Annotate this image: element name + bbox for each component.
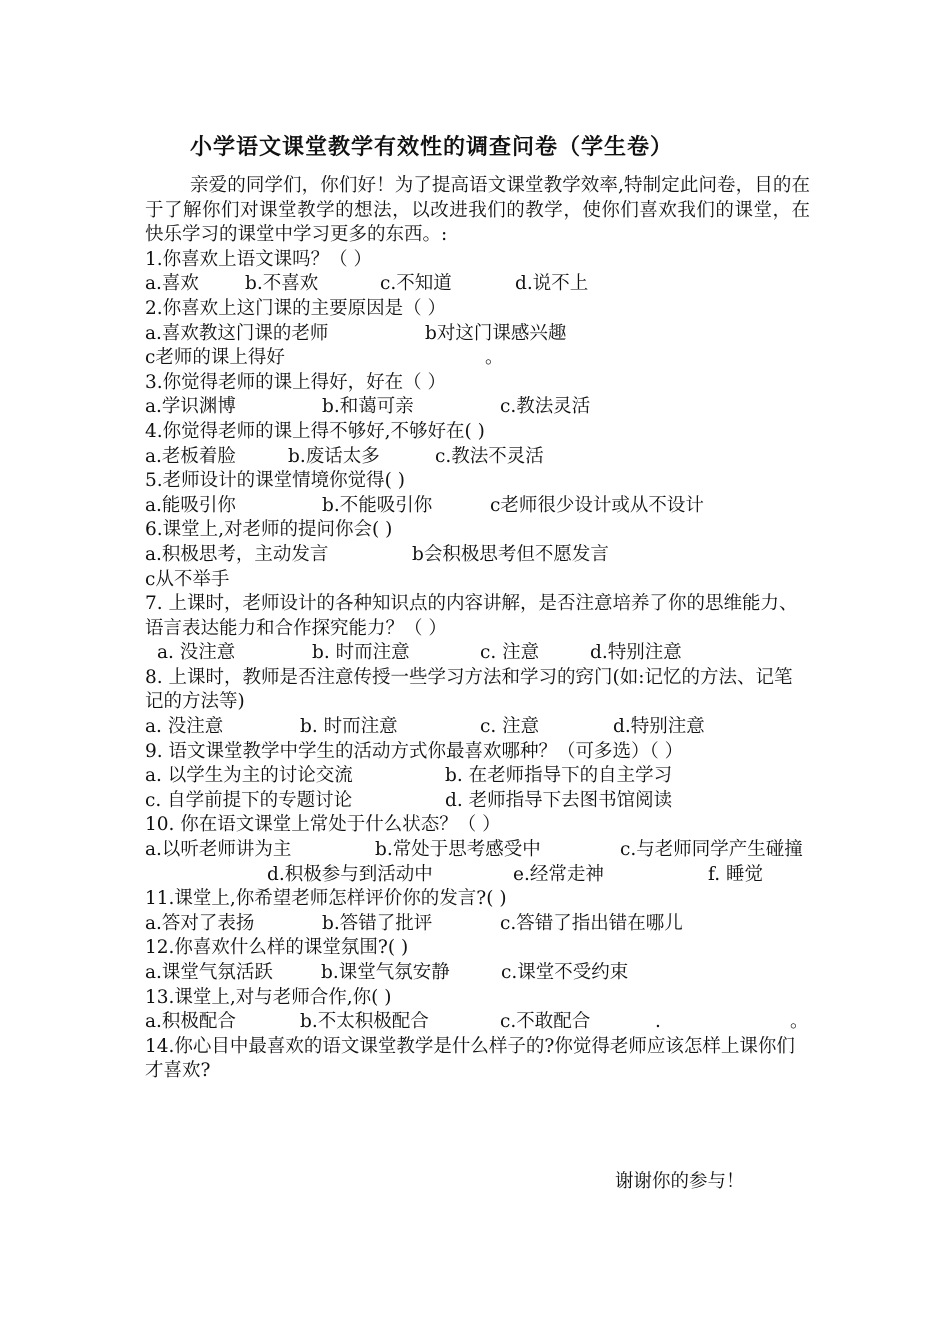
q3-option-c: c.教法灵活 — [500, 396, 591, 418]
q11-option-b: b.答错了批评 — [322, 912, 433, 934]
question-8-options — [145, 715, 810, 740]
q10-option-d: d.积极参与到活动中 — [267, 863, 433, 885]
thanks-note: 谢谢你的参与！ — [615, 1171, 745, 1192]
q1-option-c: c.不知道 — [380, 273, 452, 295]
q10-option-a: a.以听老师讲为主 — [145, 839, 292, 861]
q3-option-b: b.和蔼可亲 — [322, 396, 414, 418]
q4-option-b: b.废话太多 — [288, 445, 380, 467]
question-9-options — [145, 764, 810, 789]
question-11-options — [145, 912, 810, 937]
question-5: 5.老师设计的课堂情境你觉得( ) — [145, 470, 405, 492]
question-12: 12.你喜欢什么样的课堂氛围?( ) — [145, 937, 409, 959]
q10-option-b: b.常处于思考感受中 — [375, 839, 541, 861]
q10-option-f: f. 睡觉 — [708, 863, 763, 885]
question-9-options-2 — [145, 789, 810, 814]
q7-option-c: c. 注意 — [480, 642, 540, 664]
question-4-options — [145, 445, 810, 470]
q5-option-b: b.不能吸引你 — [322, 494, 433, 516]
q13-option-a: a.积极配合 — [145, 1011, 236, 1033]
q1-option-d: d.说不上 — [515, 273, 589, 295]
question-9: 9. 语文课堂教学中学生的活动方式你最喜欢哪种？（可多选）（ ） — [145, 740, 684, 762]
q12-option-c: c.课堂不受约束 — [501, 962, 629, 983]
question-1: 1.你喜欢上语文课吗？（ ） — [145, 248, 373, 270]
q5-option-a: a.能吸引你 — [145, 494, 236, 516]
q2-option-b: b对这门课感兴趣 — [425, 322, 567, 344]
q6-option-a: a.积极思考，主动发言 — [145, 543, 329, 565]
page-title: 小学语文课堂教学有效性的调查问卷（学生卷） — [190, 134, 674, 160]
q11-option-a: a.答对了表扬 — [145, 912, 255, 934]
question-13-options — [145, 1010, 810, 1035]
q8-option-d: d.特别注意 — [613, 716, 705, 738]
q11-option-c: c.答错了指出错在哪儿 — [500, 912, 683, 934]
question-2: 2.你喜欢上这门课的主要原因是（ ） — [145, 297, 447, 319]
question-12-options — [145, 961, 810, 986]
q10-option-c: c.与老师同学产生碰撞 — [620, 839, 803, 861]
q7-option-b: b. 时而注意 — [312, 642, 410, 664]
question-13: 13.课堂上,对与老师合作,你( ) — [145, 986, 392, 1008]
q7-option-d: d.特别注意 — [590, 642, 682, 664]
intro-paragraph: 亲爱的同学们，你们好！为了提高语文课堂教学效率,特制定此问卷，目的在于了解你们对课堂教学的想法，以改进我们的教学，使你们喜欢我们的课堂，在快乐学习的课堂中学习更多的东西。: — [145, 175, 810, 246]
q9-option-b: b. 在老师指导下的自主学习 — [445, 765, 673, 787]
q10-option-e: e.经常走神 — [513, 863, 604, 885]
q12-option-a: a.课堂气氛活跃 — [145, 962, 273, 983]
q13-option-b: b.不太积极配合 — [300, 1011, 429, 1033]
q6-option-c: c从不举手 — [145, 568, 230, 590]
q1-option-b: b.不喜欢 — [245, 273, 319, 295]
question-2-options-2 — [145, 346, 810, 371]
question-6-options-2 — [145, 568, 810, 593]
q2-option-c-mark: 。 — [485, 347, 504, 369]
question-8: 8. 上课时，教师是否注意传授一些学习方法和学习的窍门(如:记忆的方法、记笔记的方法等) — [145, 666, 793, 713]
question-10: 10. 你在语文课堂上常处于什么状态？（ ） — [145, 814, 501, 836]
question-7-options — [145, 641, 810, 666]
q8-option-b: b. 时而注意 — [300, 716, 398, 738]
q8-option-a: a. 没注意 — [145, 716, 224, 738]
q13-period-mark: 。 — [790, 1011, 809, 1033]
q13-option-c: c.不敢配合 — [500, 1011, 591, 1033]
q4-option-c: c.教法不灵活 — [435, 445, 544, 467]
question-6: 6.课堂上,对老师的提问你会( ) — [145, 519, 393, 541]
questionnaire-body — [145, 174, 810, 1084]
q3-option-a: a.学识渊博 — [145, 396, 236, 418]
question-7: 7. 上课时，老师设计的各种知识点的内容讲解，是否注意培养了你的思维能力、语言表达能力和合作探究能力？（ ） — [145, 593, 798, 639]
q7-option-a: a. 没注意 — [157, 642, 236, 664]
question-5-options — [145, 494, 810, 519]
q6-option-b: b会积极思考但不愿发言 — [412, 543, 609, 565]
question-14: 14.你心目中最喜欢的语文课堂教学是什么样子的?你觉得老师应该怎样上课你们才喜欢? — [145, 1035, 795, 1082]
question-3-options — [145, 395, 810, 420]
question-3: 3.你觉得老师的课上得好，好在（ ） — [145, 371, 447, 393]
question-2-options — [145, 322, 810, 347]
q5-option-c: c老师很少设计或从不设计 — [490, 494, 704, 516]
q4-option-a: a.老板着脸 — [145, 445, 236, 467]
q9-option-a: a. 以学生为主的讨论交流 — [145, 765, 353, 787]
question-6-options — [145, 543, 810, 568]
q9-option-c: c. 自学前提下的专题讨论 — [145, 789, 353, 811]
q13-dot-mark: . — [655, 1011, 661, 1033]
q9-option-d: d. 老师指导下去图书馆阅读 — [445, 789, 673, 811]
question-4: 4.你觉得老师的课上得不够好,不够好在( ) — [145, 420, 485, 442]
q2-option-c: c老师的课上得好 — [145, 347, 285, 369]
question-1-options — [145, 272, 810, 297]
question-10-options — [145, 838, 810, 887]
q12-option-b: b.课堂气氛安静 — [321, 962, 450, 983]
question-11: 11.课堂上,你希望老师怎样评价你的发言?( ) — [145, 888, 507, 910]
q2-option-a: a.喜欢教这门课的老师 — [145, 322, 329, 344]
q1-option-a: a.喜欢 — [145, 273, 199, 295]
q8-option-c: c. 注意 — [480, 716, 540, 738]
